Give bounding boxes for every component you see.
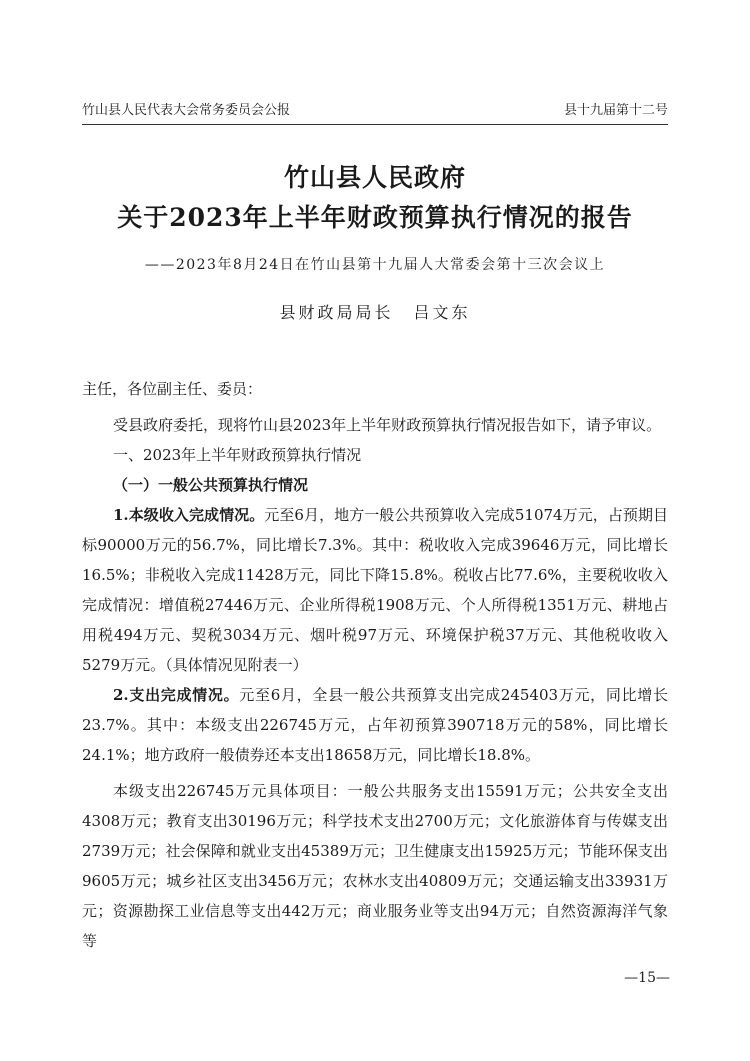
paragraph-income-text: 元至6月，地方一般公共预算收入完成51074万元，占预期目标90000万元的56.7%，同比增长7.3%。其中：税收收入完成39646万元，同比增长16.5%；非税收入完成11428万元，同比下降15.8%。税收占比77.6%，主要税收收入完成情况：增值税27446万元、企业所得税1908万元、个人所得税1351万元、耕地占用税494万元、契税3034万元、烟叶税97万元、环境保护税37万元、其他税收收入5279万元。（具体情况见附表一） [82,506,669,674]
author-name: 吕文东 [413,303,471,322]
header-publication-name: 竹山县人民代表大会常务委员会公报 [82,103,291,118]
paragraph-expenditure-details: 本级支出226745万元具体项目：一般公共服务支出15591万元；公共安全支出4308万元；教育支出30196万元；科学技术支出2700万元；文化旅游体育与传媒支出2739万元；社会保障和就业支出45389万元；卫生健康支出15925万元；节能环保支出9605万元；城乡社区支出3456万元；农林水支出40809万元；交通运输支出33931万元；资源勘探工业信息等支出442万元；商业服务业等支出94万元；自然资源海洋气象等 [82,782,668,950]
document-body [82,374,668,956]
page-header [82,100,668,125]
header-issue-number: 县十九届第十二号 [563,103,668,118]
paragraph-expenditure [82,680,668,770]
document-title-line2: 关于2023年上半年财政预算执行情况的报告 [117,203,633,232]
page-number: —15— [624,970,670,986]
section-heading-1: 一、2023年上半年财政预算执行情况 [113,446,362,464]
document-title-line1: 竹山县人民政府 [283,163,466,192]
paragraph-expenditure-text: 元至6月，全县一般公共预算支出完成245403万元，同比增长23.7%。其中：本级支出226745万元，占年初预算390718万元的58%，同比增长24.1%；地方政府一般债券还本支出18658万元，同比增长18.8%。 [82,686,668,764]
paragraph-income-heading: 1.本级收入完成情况。 [113,506,265,524]
author-role: 县财政局局长 [279,303,394,322]
paragraph-expenditure-heading: 2.支出完成情况。 [113,686,240,704]
author-line [0,300,750,323]
salutation: 主任，各位副主任、委员： [82,380,263,398]
document-subtitle: ——2023年8月24日在竹山县第十九届人大常委会第十三次会议上 [144,257,606,273]
intro-paragraph: 受县政府委托，现将竹山县2023年上半年财政预算执行情况报告如下，请予审议。 [113,416,662,434]
paragraph-income [82,500,668,680]
subsection-heading-1: （一）一般公共预算执行情况 [113,476,309,494]
